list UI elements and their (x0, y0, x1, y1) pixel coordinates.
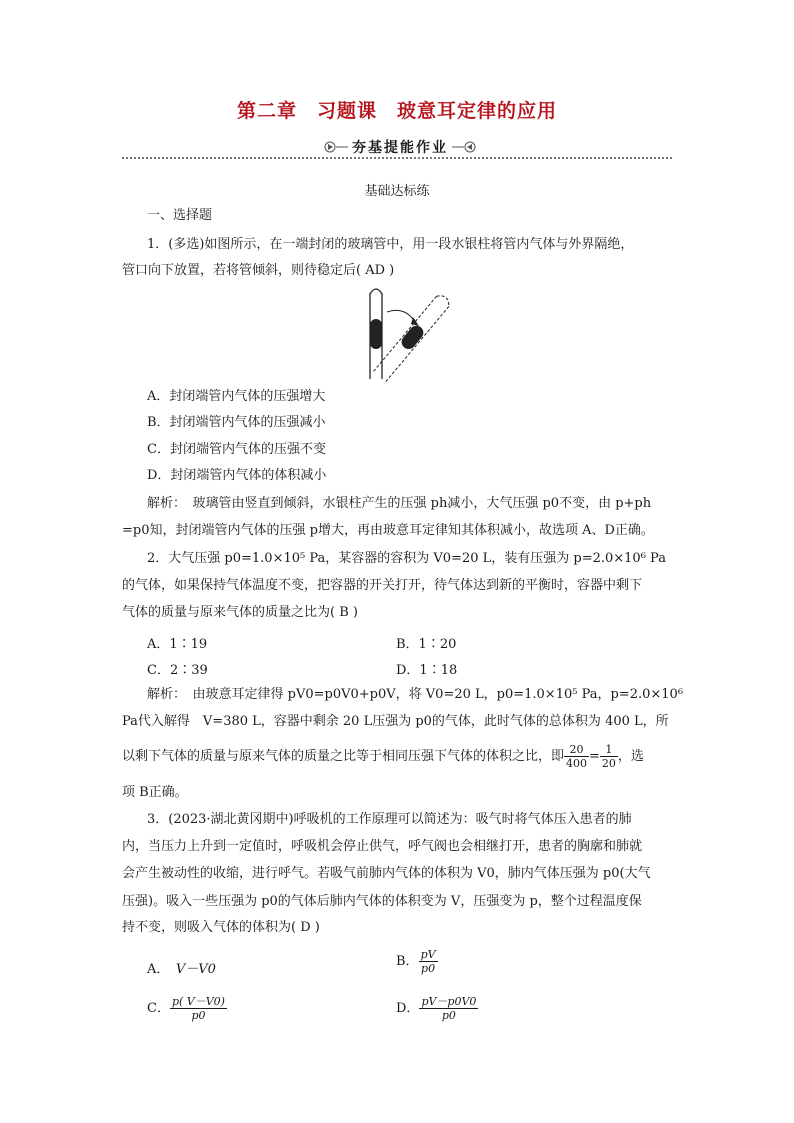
q3-option-c-label: C． (147, 1001, 170, 1016)
q3-option-b-fraction (419, 948, 438, 975)
q3-option-b-label: B． (396, 954, 419, 969)
q3-option-d-num: pV－p0V0 (421, 995, 477, 1008)
q3-option-d-label: D． (396, 1001, 420, 1016)
page-title: 第二章 习题课 玻意耳定律的应用 (236, 100, 557, 122)
q1-tube-figure (355, 284, 465, 384)
q2-frac1-den: 400 (566, 757, 588, 770)
q1-close: ) (389, 263, 395, 278)
q2-option-c: C．2∶39 (147, 663, 208, 678)
q1-analysis-text: 玻璃管由竖直到倾斜，水银柱产生的压强 ph减小，大气压强 p0不变，由 p+ph (192, 496, 652, 511)
q3-option-a-label: A． (147, 962, 170, 977)
q3-option-c-fraction (170, 995, 227, 1022)
q3-option-a (147, 958, 216, 977)
q2-frac2-den: 20 (601, 757, 616, 770)
dotted-divider (122, 157, 672, 159)
q3-stem-line3: 会产生被动性的收缩，进行呼气。若吸气前肺内气体的体积为 V0，肺内气体压强为 p0(大气 (122, 866, 651, 881)
q2-close: ) (352, 605, 358, 620)
q1-option-d: D．封闭端管内气体的体积减小 (147, 468, 327, 483)
q1-stem-line2 (122, 262, 672, 280)
q3-option-d-fraction (419, 995, 478, 1022)
q1-option-a: A．封闭端管内气体的压强增大 (147, 389, 326, 404)
q2-analysis-line4: 项 B正确。 (122, 785, 188, 800)
q3-option-b (396, 948, 438, 975)
q1-analysis-label: 解析： (147, 496, 187, 511)
q3-stem-line1: 3．(2023·湖北黄冈期中)呼吸机的工作原理可以简述为：吸气时将气体压入患者的肺 (147, 812, 632, 827)
part-heading: 一、选择题 (147, 208, 213, 223)
q3-option-a-expr: V－V0 (175, 962, 216, 977)
q2-option-b: B．1∶20 (396, 637, 457, 652)
q2-stem-line3 (122, 604, 672, 622)
q3-answer: D (296, 920, 315, 935)
q1-analysis-line2: =p0知，封闭端管内气体的压强 p增大，再由玻意耳定律知其体积减小，故选项 A、D正确。 (122, 523, 654, 538)
q3-stem-line4: 压强)。吸入一些压强为 p0的气体后肺内气体的体积变为 V，压强变为 p，整个过程温度保 (122, 894, 642, 909)
q1-stem-line1: 1．(多选)如图所示，在一端封闭的玻璃管中，用一段水银柱将管内气体与外界隔绝， (147, 237, 634, 252)
q2-frac1-num: 20 (564, 743, 589, 757)
q2-option-a: A．1∶19 (147, 637, 208, 652)
q3-option-b-den: p0 (421, 962, 436, 975)
q2-stem-text: 气体的质量与原来气体的质量之比为( (122, 605, 336, 620)
q3-stem-text: 持不变，则吸入气体的体积为( (122, 920, 297, 935)
q3-option-d (396, 995, 478, 1022)
q3-option-c-num: p( V－V0) (171, 995, 225, 1008)
q2-analysis-tail: ，选 (617, 749, 644, 764)
q2-analysis-line3 (122, 742, 672, 772)
q1-answer: AD (361, 263, 390, 278)
section-heading: 基础达标练 (364, 184, 430, 199)
q2-analysis-line1 (147, 686, 684, 704)
q3-option-c (147, 995, 227, 1022)
q2-analysis-label: 解析： (147, 687, 187, 702)
q2-stem-line1: 2．大气压强 p0=1.0×10⁵ Pa，某容器的容积为 V0=20 L，装有压强为 p=2.0×10⁶ Pa (147, 551, 666, 566)
q2-frac2-num: 1 (600, 743, 618, 757)
q2-equals: = (589, 749, 600, 764)
q3-option-c-den: p0 (191, 1009, 206, 1022)
q1-stem-text: 管口向下放置，若将管倾斜，则待稳定后( (122, 263, 362, 278)
q1-analysis-line1 (147, 495, 667, 513)
q3-option-d-den: p0 (441, 1009, 456, 1022)
q2-analysis-text: 由玻意耳定律得 pV0=p0V0+p0V，将 V0=20 L，p0=1.0×10⁵ Pa，p=2.0×10⁶ (192, 687, 684, 702)
q2-fraction-1 (564, 743, 589, 770)
q3-close: ) (314, 920, 320, 935)
q3-stem-line5 (122, 919, 672, 937)
banner-label: 夯基提能作业 (352, 140, 448, 156)
q2-analysis-text3: 以剩下气体的质量与原来气体的质量之比等于相同压强下气体的体积之比，即 (122, 749, 565, 764)
q1-option-c: C．封闭端管内气体的压强不变 (147, 442, 326, 457)
q3-option-b-num: pV (420, 948, 436, 961)
q3-stem-line2: 内，当压力上升到一定值时，呼吸机会停止供气，呼气阀也会相继打开，患者的胸廓和肺就 (122, 839, 643, 854)
q2-fraction-2 (600, 743, 618, 770)
q2-answer: B (335, 605, 353, 620)
q2-analysis-line2: Pa代入解得 V=380 L，容器中剩余 20 L压强为 p0的气体，此时气体的总体积为 400 L，所 (122, 714, 669, 729)
section-banner (320, 136, 480, 158)
q2-option-d: D．1∶18 (396, 663, 458, 678)
q1-option-b: B．封闭端管内气体的压强减小 (147, 415, 326, 430)
q2-stem-line2: 的气体，如果保持气体温度不变，把容器的开关打开，待气体达到新的平衡时，容器中剩下 (122, 578, 643, 593)
